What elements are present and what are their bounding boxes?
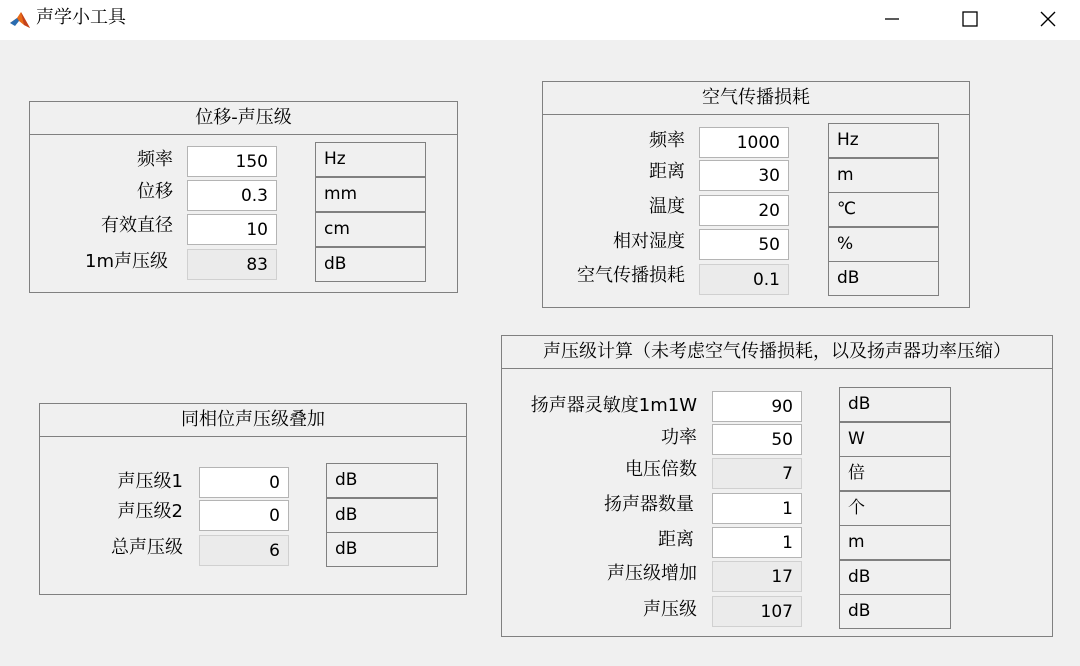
- minimize-icon: [882, 9, 902, 29]
- panel-title: 声压级计算（未考虑空气传播损耗，以及扬声器功率压缩）: [502, 336, 1052, 369]
- spl-1m-output: 83: [187, 249, 277, 280]
- relative-humidity-input[interactable]: 50: [699, 229, 789, 260]
- displacement-unit: mm: [315, 177, 426, 212]
- distance-label: 距离: [658, 529, 694, 550]
- panel-title: 同相位声压级叠加: [40, 404, 466, 437]
- air-loss-output: 0.1: [699, 264, 789, 295]
- effective-diameter-unit: cm: [315, 212, 426, 247]
- title-bar: [0, 0, 1080, 40]
- spl2-unit: dB: [326, 498, 438, 533]
- temperature-unit: ℃: [828, 192, 939, 227]
- distance-input[interactable]: 30: [699, 160, 789, 191]
- spl1-unit: dB: [326, 463, 438, 498]
- displacement-label: 位移: [137, 181, 173, 202]
- voltage-multiple-unit: 倍: [839, 456, 951, 491]
- spl-increase-unit: dB: [839, 560, 951, 595]
- effective-diameter-input[interactable]: 10: [187, 214, 277, 245]
- air-loss-unit: dB: [828, 261, 939, 296]
- distance-label: 距离: [649, 161, 685, 182]
- maximize-button[interactable]: [940, 0, 1000, 38]
- speaker-sensitivity-label: 扬声器灵敏度1m1W: [530, 395, 697, 416]
- spl-output: 107: [712, 596, 802, 627]
- speaker-sensitivity-unit: dB: [839, 387, 951, 422]
- power-unit: W: [839, 422, 951, 457]
- matlab-icon: [9, 9, 31, 31]
- total-spl-label: 总声压级: [111, 537, 183, 558]
- temperature-label: 温度: [649, 196, 685, 217]
- spl1-input[interactable]: 0: [199, 467, 289, 498]
- spl-1m-label: 1m声压级: [85, 251, 168, 272]
- frequency-unit: Hz: [315, 142, 426, 177]
- distance-unit: m: [839, 525, 951, 560]
- voltage-multiple-output: 7: [712, 458, 802, 489]
- panel-title: 空气传播损耗: [543, 82, 969, 115]
- distance-unit: m: [828, 158, 939, 193]
- window-title: 声学小工具: [36, 7, 126, 28]
- frequency-unit: Hz: [828, 123, 939, 158]
- speaker-count-input[interactable]: 1: [712, 493, 802, 524]
- effective-diameter-label: 有效直径: [101, 215, 173, 236]
- minimize-button[interactable]: [862, 0, 922, 38]
- spl2-label: 声压级2: [117, 501, 183, 522]
- frequency-input[interactable]: 1000: [699, 127, 789, 158]
- frequency-input[interactable]: 150: [187, 146, 277, 177]
- relative-humidity-unit: %: [828, 227, 939, 262]
- close-button[interactable]: [1018, 0, 1078, 38]
- spl-calculation-panel: [501, 335, 1053, 637]
- in-phase-spl-sum-panel: [39, 403, 467, 595]
- speaker-count-unit: 个: [839, 491, 951, 526]
- displacement-input[interactable]: 0.3: [187, 180, 277, 211]
- spl-1m-unit: dB: [315, 247, 426, 282]
- panel-title: 位移-声压级: [30, 102, 457, 135]
- maximize-icon: [960, 9, 980, 29]
- total-spl-output: 6: [199, 535, 289, 566]
- spl1-label: 声压级1: [117, 471, 183, 492]
- temperature-input[interactable]: 20: [699, 195, 789, 226]
- power-label: 功率: [661, 427, 697, 448]
- spl-increase-output: 17: [712, 561, 802, 592]
- frequency-label: 频率: [137, 149, 173, 170]
- air-loss-label: 空气传播损耗: [577, 265, 685, 286]
- total-spl-unit: dB: [326, 532, 438, 567]
- spl-unit: dB: [839, 594, 951, 629]
- air-loss-panel: [542, 81, 970, 308]
- close-icon: [1038, 9, 1058, 29]
- displacement-spl-panel: [29, 101, 458, 293]
- distance-input[interactable]: 1: [712, 527, 802, 558]
- speaker-sensitivity-input[interactable]: 90: [712, 391, 802, 422]
- frequency-label: 频率: [649, 130, 685, 151]
- voltage-multiple-label: 电压倍数: [625, 459, 697, 480]
- power-input[interactable]: 50: [712, 424, 802, 455]
- spl-increase-label: 声压级增加: [607, 563, 697, 584]
- spl2-input[interactable]: 0: [199, 500, 289, 531]
- speaker-count-label: 扬声器数量: [604, 494, 694, 515]
- spl-label: 声压级: [643, 599, 697, 620]
- relative-humidity-label: 相对湿度: [613, 231, 685, 252]
